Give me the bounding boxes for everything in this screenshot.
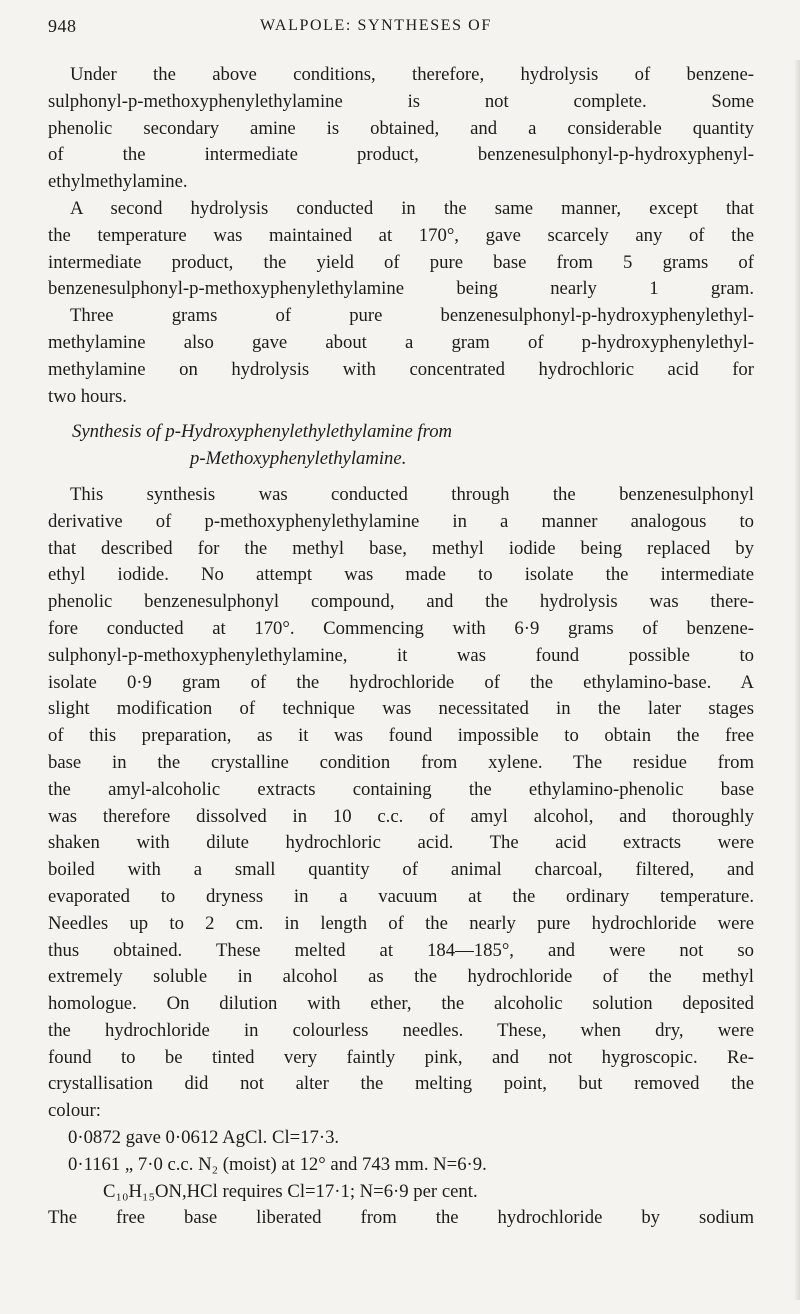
text-line: that described for the methyl base, methyl iodide being replaced by xyxy=(48,537,754,559)
text-line: the temperature was maintained at 170°, gave scarcely any of the xyxy=(48,224,754,246)
text-line: was therefore dissolved in 10 c.c. of amyl alcohol, and thoroughly xyxy=(48,805,754,827)
text-line: ethylmethylamine. xyxy=(48,171,188,193)
text-line: Under the above conditions, therefore, hydrolysis of benzene- xyxy=(70,64,754,85)
text-line: This synthesis was conducted through the benzenesulphonyl xyxy=(70,483,754,505)
body-text xyxy=(48,62,754,1232)
paragraph xyxy=(48,482,754,1125)
analysis-block xyxy=(48,1125,754,1205)
text-line: Three grams of pure benzenesulphonyl-p-hydroxyphenylethyl- xyxy=(70,305,754,327)
page-header xyxy=(48,16,758,40)
page-edge-shadow xyxy=(794,60,800,1300)
text-line: The free base liberated from the hydrochloride by sodium xyxy=(48,1207,754,1229)
text-line: boiled with a small quantity of animal charcoal, filtered, and xyxy=(48,859,754,881)
paragraph xyxy=(48,196,754,410)
section-gap xyxy=(48,410,754,419)
text-line: sulphonyl-p-methoxyphenylethylamine, it was found possible to xyxy=(48,644,754,666)
text-line: colour: xyxy=(48,1100,101,1122)
text-line: phenolic secondary amine is obtained, and a considerable quantity xyxy=(48,117,754,139)
text-line: methylamine on hydrolysis with concentrated hydrochloric acid for xyxy=(48,358,754,380)
section-gap xyxy=(48,473,754,482)
text-line: the hydrochloride in colourless needles. These, when dry, were xyxy=(48,1019,754,1041)
text-line: slight modification of technique was necessitated in the later stages xyxy=(48,698,754,720)
paragraph xyxy=(48,62,754,196)
text-line: thus obtained. These melted at 184—185°, and were not so xyxy=(48,939,754,961)
running-head: WALPOLE: SYNTHESES OF xyxy=(260,17,492,34)
text-line: base in the crystalline condition from xylene. The residue from xyxy=(48,751,754,773)
text-line: A second hydrolysis conducted in the same manner, except that xyxy=(70,197,754,219)
text-line: fore conducted at 170°. Commencing with 6·9 grams of benzene- xyxy=(48,617,754,639)
text-line: ethyl iodide. No attempt was made to isolate the intermediate xyxy=(48,564,754,586)
text-line: crystallisation did not alter the melting point, but removed the xyxy=(48,1073,754,1095)
text-line: evaporated to dryness in a vacuum at the ordinary temperature. xyxy=(48,885,754,907)
text-line: phenolic benzenesulphonyl compound, and the hydrolysis was there- xyxy=(48,591,754,613)
text-line: derivative of p-methoxyphenylethylamine in a manner analogous to xyxy=(48,510,754,532)
text-line: extremely soluble in alcohol as the hydrochloride of the methyl xyxy=(48,966,754,988)
analysis-line: C₁₀H₁₅ON,HCl requires Cl=17·1; N=6·9 per cent. xyxy=(103,1180,478,1202)
text-line: homologue. On dilution with ether, the alcoholic solution deposited xyxy=(48,993,754,1015)
text-line: Needles up to 2 cm. in length of the nearly pure hydrochloride were xyxy=(48,912,754,934)
text-line: intermediate product, the yield of pure base from 5 grams of xyxy=(48,251,754,273)
section-heading-line: p-Methoxyphenylethylamine. xyxy=(190,448,407,470)
text-line: two hours. xyxy=(48,385,127,407)
section-heading xyxy=(48,419,754,473)
analysis-line: 0·1161 „ 7·0 c.c. N₂ (moist) at 12° and 743 mm. N=6·9. xyxy=(68,1153,487,1175)
text-line: found to be tinted very faintly pink, and not hygroscopic. Re- xyxy=(48,1046,754,1068)
text-line: the amyl-alcoholic extracts containing the ethylamino-phenolic base xyxy=(48,778,754,800)
text-line: of this preparation, as it was found impossible to obtain the free xyxy=(48,725,754,747)
text-line: benzenesulphonyl-p-methoxyphenylethylamine being nearly 1 gram. xyxy=(48,278,754,300)
analysis-line: 0·0872 gave 0·0612 AgCl. Cl=17·3. xyxy=(68,1127,340,1149)
page-number: 948 xyxy=(48,16,77,36)
text-line: shaken with dilute hydrochloric acid. The acid extracts were xyxy=(48,832,754,854)
section-heading-line: Synthesis of p-Hydroxyphenylethylethylamine from xyxy=(72,421,453,443)
text-line: of the intermediate product, benzenesulphonyl-p-hydroxyphenyl- xyxy=(48,144,754,166)
text-line: methylamine also gave about a gram of p-hydroxyphenylethyl- xyxy=(48,331,754,353)
text-line: sulphonyl-p-methoxyphenylethylamine is not complete. Some xyxy=(48,90,754,112)
text-line: isolate 0·9 gram of the hydrochloride of the ethylamino-base. A xyxy=(48,671,754,693)
